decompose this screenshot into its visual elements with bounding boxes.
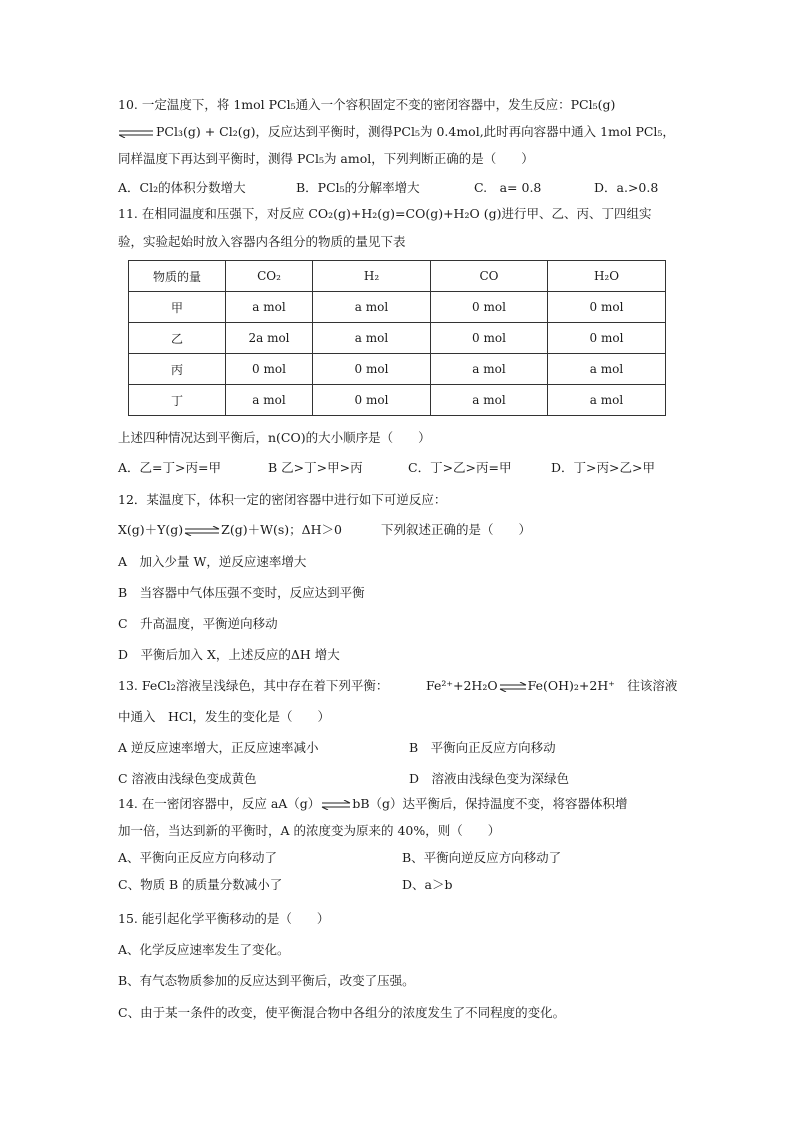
table-cell: a mol (313, 323, 431, 354)
table-cell: a mol (431, 354, 548, 385)
table-cell: 0 mol (431, 323, 548, 354)
table-cell: 0 mol (226, 354, 313, 385)
q12-equation (118, 522, 532, 538)
equilibrium-arrow-icon (184, 526, 220, 536)
option-a[interactable]: A 加入少量 W，逆反应速率增大 (118, 554, 307, 569)
q13-line1-b-group (426, 678, 677, 694)
q13-line1 (118, 678, 678, 694)
table-cell: a mol (313, 292, 431, 323)
q14-line1 (118, 796, 628, 812)
q10-line2 (118, 124, 675, 140)
q11-after: 上述四种情况达到平衡后，n(CO)的大小顺序是（ ） (118, 430, 431, 445)
q12-line1: 12．某温度下，体积一定的密闭容器中进行如下可逆反应： (118, 492, 447, 507)
q12-eq-tail: 下列叙述正确的是（ ） (381, 522, 532, 537)
table-cell: a mol (226, 292, 313, 323)
q11-options (118, 460, 655, 476)
option-a[interactable]: A、平衡向正反应方向移动了 (118, 850, 278, 865)
option-d[interactable]: D 平衡后加入 X，上述反应的ΔH 增大 (118, 647, 340, 662)
table-header: 物质的量 (129, 261, 226, 292)
option-c[interactable]: C、物质 B 的质量分数减小了 (118, 877, 283, 892)
equilibrium-arrow-icon (499, 682, 527, 692)
table-cell: 丙 (129, 354, 226, 385)
table-cell: a mol (226, 385, 313, 416)
option-a[interactable]: A 逆反应速率增大，正反应速率减小 (118, 740, 319, 755)
q12-eq-right: Z(g)＋W(s)；ΔH＞0 (221, 522, 343, 537)
option-a[interactable]: A．Cl₂的体积分数增大 (118, 180, 246, 195)
table-cell: 甲 (129, 292, 226, 323)
q13-options-row2 (118, 771, 570, 787)
q10-line2-text: PCl₃(g) + Cl₂(g)，反应达到平衡时，测得PCl₅为 0.4mol,此时再向容器中通入 1mol PCl₅， (156, 124, 675, 139)
option-c[interactable]: C、由于某一条件的改变，使平衡混合物中各组分的浓度发生了不同程度的变化。 (118, 1005, 566, 1020)
option-c[interactable]: C 升高温度，平衡逆向移动 (118, 616, 278, 631)
q10-options (118, 180, 659, 196)
table-cell: 0 mol (313, 354, 431, 385)
table-header: H₂O (548, 261, 666, 292)
q15-line1: 15. 能引起化学平衡移动的是（ ） (118, 911, 330, 926)
table-cell: a mol (431, 385, 548, 416)
table-row (129, 292, 666, 323)
option-b[interactable]: B 当容器中气体压强不变时，反应达到平衡 (118, 585, 365, 600)
q13-line1-c: Fe(OH)₂+2H⁺ 往该溶液 (527, 678, 678, 693)
q11-line1: 11. 在相同温度和压强下，对反应 CO₂(g)+H₂(g)=CO(g)+H₂O (g)进行甲、乙、丙、丁四组实 (118, 206, 652, 221)
table-row (129, 354, 666, 385)
table-header: CO₂ (226, 261, 313, 292)
equilibrium-arrow-icon (321, 800, 351, 810)
table-header: CO (431, 261, 548, 292)
table-header: H₂ (313, 261, 431, 292)
option-b[interactable]: B．PCl₅的分解率增大 (296, 180, 420, 195)
q14-line1-a: 14. 在一密闭容器中，反应 aA（g） (118, 796, 321, 811)
option-b[interactable]: B 平衡向正反应方向移动 (409, 740, 556, 755)
table-cell: 0 mol (431, 292, 548, 323)
table-cell: 2a mol (226, 323, 313, 354)
option-c[interactable]: C. a= 0.8 (474, 180, 542, 195)
q13-line1-a: 13. FeCl₂溶液呈浅绿色，其中存在着下列平衡： (118, 678, 389, 693)
table-cell: 0 mol (548, 323, 666, 354)
q13-line1-b: Fe²⁺+2H₂O (426, 678, 498, 693)
equilibrium-arrow-icon (119, 128, 155, 138)
q13-line2: 中通入 HCl，发生的变化是（ ） (118, 709, 330, 724)
table-header-row (129, 261, 666, 292)
q13-options-row1 (118, 740, 556, 756)
option-a[interactable]: A．乙=丁>丙=甲 (118, 460, 221, 475)
q10-line3: 同样温度下再达到平衡时，测得 PCl₅为 amol，下列判断正确的是（ ） (118, 151, 534, 166)
q14-line2: 加一倍，当达到新的平衡时，A 的浓度变为原来的 40%，则（ ） (118, 823, 501, 838)
option-c[interactable]: C 溶液由浅绿色变成黄色 (118, 771, 257, 786)
table-cell: 乙 (129, 323, 226, 354)
table-row (129, 385, 666, 416)
q12-eq-left: X(g)＋Y(g) (118, 522, 184, 537)
table-cell: 0 mol (313, 385, 431, 416)
table-cell: 丁 (129, 385, 226, 416)
option-d[interactable]: D、a＞b (402, 877, 453, 892)
option-d[interactable]: D 溶液由浅绿色变为深绿色 (409, 771, 570, 786)
q11-line2: 验，实验起始时放入容器内各组分的物质的量见下表 (118, 234, 406, 249)
amount-table (128, 260, 666, 416)
option-b[interactable]: B、平衡向逆反应方向移动了 (402, 850, 562, 865)
table-cell: a mol (548, 385, 666, 416)
q14-options-row1 (118, 850, 562, 866)
table-cell: a mol (548, 354, 666, 385)
table-row (129, 323, 666, 354)
table-cell: 0 mol (548, 292, 666, 323)
option-b[interactable]: B 乙>丁>甲>丙 (268, 460, 363, 475)
option-d[interactable]: D．a.>0.8 (594, 180, 659, 195)
option-a[interactable]: A、化学反应速率发生了变化。 (118, 942, 290, 957)
q14-line1-b: bB（g）达平衡后，保持温度不变，将容器体积增 (352, 796, 628, 811)
option-c[interactable]: C．丁>乙>丙=甲 (408, 460, 512, 475)
option-d[interactable]: D．丁>丙>乙>甲 (551, 460, 655, 475)
q14-options-row2 (118, 877, 453, 893)
q10-line1: 10. 一定温度下，将 1mol PCl₅通入一个容积固定不变的密闭容器中，发生反应：PCl₅(g) (118, 97, 616, 112)
option-b[interactable]: B、有气态物质参加的反应达到平衡后，改变了压强。 (118, 973, 415, 988)
